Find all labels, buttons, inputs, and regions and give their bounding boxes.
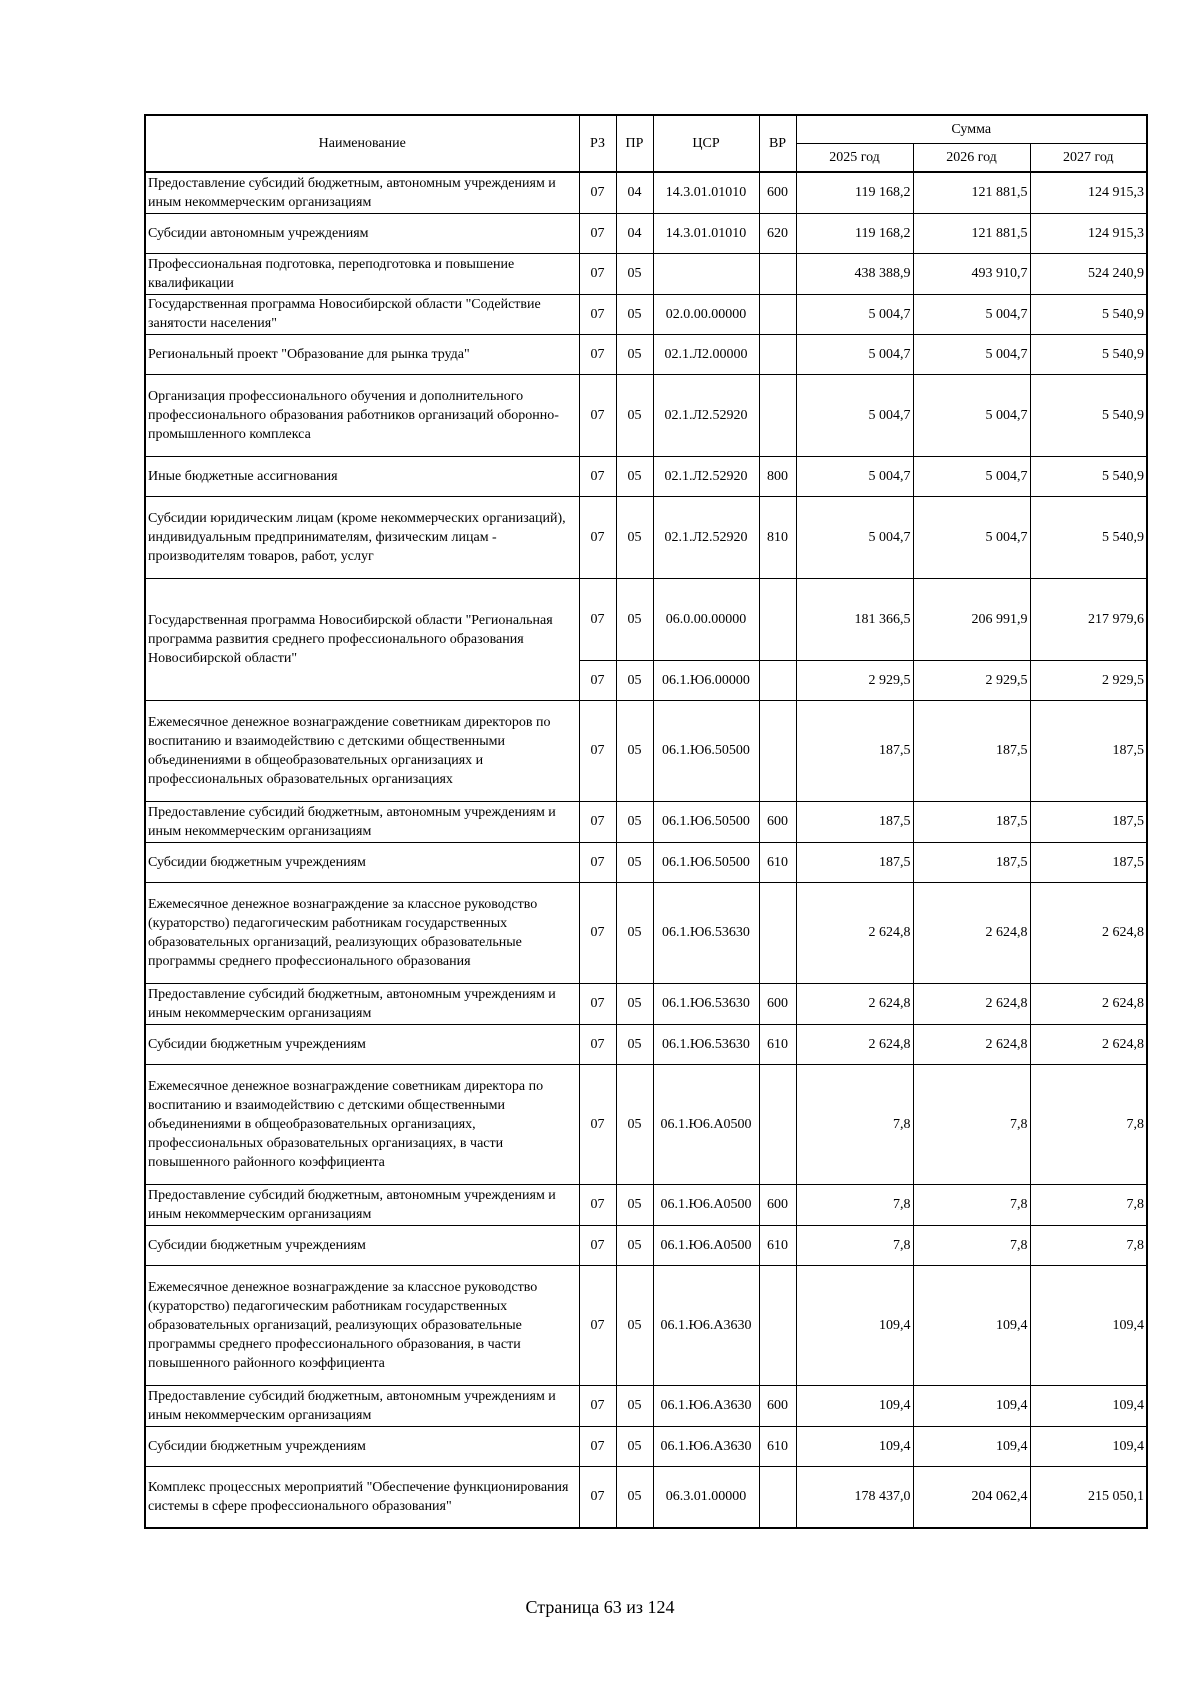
cell-pr: 05 bbox=[616, 253, 653, 294]
cell-rz: 07 bbox=[579, 496, 616, 578]
cell-name: Государственная программа Новосибирской области "Региональная программа развития среднего профессионального образования Новосибирской области" bbox=[145, 578, 579, 700]
cell-vr: 600 bbox=[759, 172, 796, 213]
cell-sum-2026: 2 624,8 bbox=[913, 882, 1030, 983]
cell-name: Субсидии бюджетным учреждениям bbox=[145, 1024, 579, 1064]
cell-sum-2026: 7,8 bbox=[913, 1184, 1030, 1225]
cell-sum-2025: 5 004,7 bbox=[796, 294, 913, 334]
header-pr: ПР bbox=[616, 115, 653, 172]
cell-vr bbox=[759, 1064, 796, 1184]
table-row bbox=[145, 983, 1147, 1024]
cell-sum-2026: 5 004,7 bbox=[913, 334, 1030, 374]
cell-sum-2026: 5 004,7 bbox=[913, 456, 1030, 496]
cell-csr: 06.1.Ю6.53630 bbox=[653, 1024, 759, 1064]
cell-sum-2027: 124 915,3 bbox=[1030, 213, 1147, 253]
cell-sum-2026: 121 881,5 bbox=[913, 213, 1030, 253]
cell-pr: 05 bbox=[616, 294, 653, 334]
cell-name: Ежемесячное денежное вознаграждение за классное руководство (кураторство) педагогическим работникам государственных образовательных организаций, реализующих образовательные программы среднего профессионального образования, в части повышенного районного коэффициента bbox=[145, 1265, 579, 1385]
cell-vr bbox=[759, 253, 796, 294]
cell-csr: 06.1.Ю6.53630 bbox=[653, 983, 759, 1024]
cell-sum-2026: 109,4 bbox=[913, 1385, 1030, 1426]
cell-pr: 05 bbox=[616, 1184, 653, 1225]
cell-sum-2027: 2 624,8 bbox=[1030, 983, 1147, 1024]
cell-sum-2025: 7,8 bbox=[796, 1225, 913, 1265]
cell-sum-2027: 187,5 bbox=[1030, 842, 1147, 882]
budget-table bbox=[144, 114, 1148, 1529]
cell-sum-2027: 109,4 bbox=[1030, 1265, 1147, 1385]
cell-rz: 07 bbox=[579, 1466, 616, 1528]
cell-rz: 07 bbox=[579, 1184, 616, 1225]
table-row bbox=[145, 1064, 1147, 1184]
cell-name: Субсидии юридическим лицам (кроме некоммерческих организаций), индивидуальным предпринимателям, физическим лицам - производителям товаров, работ, услуг bbox=[145, 496, 579, 578]
table-body bbox=[145, 172, 1147, 1528]
cell-name: Профессиональная подготовка, переподготовка и повышение квалификации bbox=[145, 253, 579, 294]
cell-pr: 05 bbox=[616, 1064, 653, 1184]
header-year-2025: 2025 год bbox=[796, 144, 913, 173]
table-row bbox=[145, 172, 1147, 213]
cell-sum-2027: 5 540,9 bbox=[1030, 374, 1147, 456]
cell-sum-2025: 109,4 bbox=[796, 1426, 913, 1466]
cell-sum-2027: 7,8 bbox=[1030, 1064, 1147, 1184]
cell-sum-2027: 2 624,8 bbox=[1030, 882, 1147, 983]
table-row bbox=[145, 213, 1147, 253]
cell-name: Предоставление субсидий бюджетным, автономным учреждениям и иным некоммерческим организациям bbox=[145, 983, 579, 1024]
cell-pr: 05 bbox=[616, 700, 653, 801]
cell-sum-2027: 5 540,9 bbox=[1030, 294, 1147, 334]
cell-csr: 02.1.Л2.52920 bbox=[653, 374, 759, 456]
cell-pr: 05 bbox=[616, 496, 653, 578]
cell-rz: 07 bbox=[579, 660, 616, 700]
cell-sum-2026: 109,4 bbox=[913, 1265, 1030, 1385]
cell-rz: 07 bbox=[579, 334, 616, 374]
cell-csr: 06.1.Ю6.53630 bbox=[653, 882, 759, 983]
cell-sum-2026: 187,5 bbox=[913, 801, 1030, 842]
cell-sum-2027: 2 624,8 bbox=[1030, 1024, 1147, 1064]
cell-sum-2027: 187,5 bbox=[1030, 801, 1147, 842]
cell-sum-2027: 109,4 bbox=[1030, 1385, 1147, 1426]
header-name: Наименование bbox=[145, 115, 579, 172]
cell-rz: 07 bbox=[579, 700, 616, 801]
cell-name: Субсидии автономным учреждениям bbox=[145, 213, 579, 253]
cell-sum-2025: 181 366,5 bbox=[796, 578, 913, 660]
cell-name: Организация профессионального обучения и дополнительного профессионального образования работников организаций оборонно-промышленного комплекса bbox=[145, 374, 579, 456]
cell-name: Субсидии бюджетным учреждениям bbox=[145, 1225, 579, 1265]
cell-sum-2025: 2 624,8 bbox=[796, 983, 913, 1024]
cell-sum-2026: 2 929,5 bbox=[913, 660, 1030, 700]
cell-pr: 05 bbox=[616, 801, 653, 842]
header-csr: ЦСР bbox=[653, 115, 759, 172]
cell-sum-2027: 215 050,1 bbox=[1030, 1466, 1147, 1528]
cell-rz: 07 bbox=[579, 842, 616, 882]
cell-sum-2025: 187,5 bbox=[796, 842, 913, 882]
cell-sum-2025: 5 004,7 bbox=[796, 496, 913, 578]
cell-csr: 06.1.Ю6.00000 bbox=[653, 660, 759, 700]
cell-pr: 05 bbox=[616, 1466, 653, 1528]
cell-sum-2025: 109,4 bbox=[796, 1265, 913, 1385]
cell-csr: 02.0.00.00000 bbox=[653, 294, 759, 334]
table-row bbox=[145, 1225, 1147, 1265]
cell-csr: 06.1.Ю6.50500 bbox=[653, 801, 759, 842]
cell-vr: 600 bbox=[759, 801, 796, 842]
cell-sum-2025: 5 004,7 bbox=[796, 456, 913, 496]
cell-rz: 07 bbox=[579, 456, 616, 496]
cell-vr: 610 bbox=[759, 842, 796, 882]
cell-vr bbox=[759, 1466, 796, 1528]
cell-sum-2026: 109,4 bbox=[913, 1426, 1030, 1466]
cell-pr: 05 bbox=[616, 842, 653, 882]
cell-csr: 06.1.Ю6.А0500 bbox=[653, 1064, 759, 1184]
cell-name: Предоставление субсидий бюджетным, автономным учреждениям и иным некоммерческим организациям bbox=[145, 1184, 579, 1225]
cell-vr: 600 bbox=[759, 1385, 796, 1426]
cell-rz: 07 bbox=[579, 1265, 616, 1385]
cell-name: Предоставление субсидий бюджетным, автономным учреждениям и иным некоммерческим организациям bbox=[145, 1385, 579, 1426]
cell-csr: 06.1.Ю6.50500 bbox=[653, 700, 759, 801]
table-row bbox=[145, 374, 1147, 456]
cell-csr: 14.3.01.01010 bbox=[653, 213, 759, 253]
cell-name: Комплекс процессных мероприятий "Обеспечение функционирования системы в сфере профессионального образования" bbox=[145, 1466, 579, 1528]
table-header bbox=[145, 115, 1147, 172]
cell-csr: 02.1.Л2.52920 bbox=[653, 496, 759, 578]
cell-vr bbox=[759, 334, 796, 374]
cell-vr: 810 bbox=[759, 496, 796, 578]
cell-sum-2025: 178 437,0 bbox=[796, 1466, 913, 1528]
cell-rz: 07 bbox=[579, 801, 616, 842]
cell-sum-2026: 204 062,4 bbox=[913, 1466, 1030, 1528]
cell-sum-2026: 187,5 bbox=[913, 700, 1030, 801]
cell-rz: 07 bbox=[579, 1225, 616, 1265]
cell-sum-2027: 7,8 bbox=[1030, 1225, 1147, 1265]
table-row bbox=[145, 1024, 1147, 1064]
cell-pr: 05 bbox=[616, 1225, 653, 1265]
cell-sum-2025: 5 004,7 bbox=[796, 334, 913, 374]
cell-sum-2026: 206 991,9 bbox=[913, 578, 1030, 660]
cell-sum-2027: 2 929,5 bbox=[1030, 660, 1147, 700]
cell-sum-2027: 109,4 bbox=[1030, 1426, 1147, 1466]
cell-sum-2027: 187,5 bbox=[1030, 700, 1147, 801]
cell-sum-2025: 119 168,2 bbox=[796, 213, 913, 253]
table-row bbox=[145, 578, 1147, 660]
cell-csr: 06.1.Ю6.А0500 bbox=[653, 1225, 759, 1265]
cell-pr: 04 bbox=[616, 213, 653, 253]
cell-vr: 610 bbox=[759, 1225, 796, 1265]
cell-rz: 07 bbox=[579, 983, 616, 1024]
cell-name: Предоставление субсидий бюджетным, автономным учреждениям и иным некоммерческим организациям bbox=[145, 172, 579, 213]
cell-pr: 04 bbox=[616, 172, 653, 213]
cell-csr: 06.0.00.00000 bbox=[653, 578, 759, 660]
cell-sum-2025: 187,5 bbox=[796, 700, 913, 801]
cell-rz: 07 bbox=[579, 374, 616, 456]
cell-vr: 620 bbox=[759, 213, 796, 253]
table-row bbox=[145, 456, 1147, 496]
cell-sum-2026: 2 624,8 bbox=[913, 983, 1030, 1024]
cell-sum-2027: 124 915,3 bbox=[1030, 172, 1147, 213]
cell-sum-2025: 2 929,5 bbox=[796, 660, 913, 700]
cell-sum-2026: 7,8 bbox=[913, 1064, 1030, 1184]
cell-sum-2026: 5 004,7 bbox=[913, 294, 1030, 334]
cell-sum-2026: 2 624,8 bbox=[913, 1024, 1030, 1064]
cell-pr: 05 bbox=[616, 1426, 653, 1466]
cell-vr: 800 bbox=[759, 456, 796, 496]
cell-sum-2025: 438 388,9 bbox=[796, 253, 913, 294]
cell-sum-2025: 5 004,7 bbox=[796, 374, 913, 456]
cell-pr: 05 bbox=[616, 983, 653, 1024]
cell-sum-2027: 524 240,9 bbox=[1030, 253, 1147, 294]
cell-vr bbox=[759, 882, 796, 983]
cell-csr: 06.1.Ю6.А0500 bbox=[653, 1184, 759, 1225]
cell-sum-2027: 5 540,9 bbox=[1030, 456, 1147, 496]
cell-csr: 14.3.01.01010 bbox=[653, 172, 759, 213]
table-row bbox=[145, 1426, 1147, 1466]
cell-vr bbox=[759, 374, 796, 456]
cell-sum-2027: 5 540,9 bbox=[1030, 496, 1147, 578]
table-row bbox=[145, 294, 1147, 334]
cell-name: Ежемесячное денежное вознаграждение советникам директоров по воспитанию и взаимодействию с детскими общественными объединениями в общеобразовательных организациях и профессиональных образовательных организациях bbox=[145, 700, 579, 801]
cell-rz: 07 bbox=[579, 578, 616, 660]
cell-vr: 600 bbox=[759, 1184, 796, 1225]
cell-csr: 06.1.Ю6.А3630 bbox=[653, 1385, 759, 1426]
table-row bbox=[145, 1265, 1147, 1385]
cell-pr: 05 bbox=[616, 1024, 653, 1064]
table-row bbox=[145, 496, 1147, 578]
cell-csr: 02.1.Л2.00000 bbox=[653, 334, 759, 374]
cell-sum-2026: 121 881,5 bbox=[913, 172, 1030, 213]
header-sum: Сумма bbox=[796, 115, 1147, 144]
cell-name: Региональный проект "Образование для рынка труда" bbox=[145, 334, 579, 374]
cell-name: Государственная программа Новосибирской области "Содействие занятости населения" bbox=[145, 294, 579, 334]
cell-pr: 05 bbox=[616, 882, 653, 983]
cell-vr bbox=[759, 660, 796, 700]
cell-csr: 06.1.Ю6.А3630 bbox=[653, 1265, 759, 1385]
cell-name: Ежемесячное денежное вознаграждение за классное руководство (кураторство) педагогическим работникам государственных образовательных организаций, реализующих образовательные программы среднего профессионального образования bbox=[145, 882, 579, 983]
cell-rz: 07 bbox=[579, 213, 616, 253]
cell-sum-2025: 187,5 bbox=[796, 801, 913, 842]
cell-rz: 07 bbox=[579, 882, 616, 983]
cell-vr bbox=[759, 294, 796, 334]
cell-rz: 07 bbox=[579, 1385, 616, 1426]
cell-csr: 06.1.Ю6.А3630 bbox=[653, 1426, 759, 1466]
header-vr: ВР bbox=[759, 115, 796, 172]
cell-rz: 07 bbox=[579, 253, 616, 294]
cell-sum-2025: 7,8 bbox=[796, 1184, 913, 1225]
cell-sum-2026: 7,8 bbox=[913, 1225, 1030, 1265]
cell-name: Ежемесячное денежное вознаграждение советникам директора по воспитанию и взаимодействию с детскими общественными объединениями в общеобразовательных организациях, профессиональных образовательных организациях, в части повышенного районного коэффициента bbox=[145, 1064, 579, 1184]
cell-pr: 05 bbox=[616, 1265, 653, 1385]
cell-rz: 07 bbox=[579, 172, 616, 213]
cell-csr: 06.3.01.00000 bbox=[653, 1466, 759, 1528]
cell-vr bbox=[759, 1265, 796, 1385]
cell-sum-2025: 7,8 bbox=[796, 1064, 913, 1184]
cell-sum-2025: 119 168,2 bbox=[796, 172, 913, 213]
header-year-2026: 2026 год bbox=[913, 144, 1030, 173]
cell-sum-2026: 187,5 bbox=[913, 842, 1030, 882]
table-row bbox=[145, 1385, 1147, 1426]
cell-vr: 610 bbox=[759, 1024, 796, 1064]
cell-vr: 600 bbox=[759, 983, 796, 1024]
cell-pr: 05 bbox=[616, 1385, 653, 1426]
cell-csr: 06.1.Ю6.50500 bbox=[653, 842, 759, 882]
cell-sum-2026: 5 004,7 bbox=[913, 374, 1030, 456]
table-row bbox=[145, 1184, 1147, 1225]
table-row bbox=[145, 842, 1147, 882]
cell-pr: 05 bbox=[616, 456, 653, 496]
cell-sum-2026: 493 910,7 bbox=[913, 253, 1030, 294]
header-rz: РЗ bbox=[579, 115, 616, 172]
table-row bbox=[145, 1466, 1147, 1528]
cell-sum-2027: 217 979,6 bbox=[1030, 578, 1147, 660]
cell-csr: 02.1.Л2.52920 bbox=[653, 456, 759, 496]
cell-name: Субсидии бюджетным учреждениям bbox=[145, 1426, 579, 1466]
cell-pr: 05 bbox=[616, 660, 653, 700]
cell-pr: 05 bbox=[616, 374, 653, 456]
cell-vr bbox=[759, 700, 796, 801]
cell-sum-2025: 2 624,8 bbox=[796, 1024, 913, 1064]
cell-csr bbox=[653, 253, 759, 294]
cell-name: Иные бюджетные ассигнования bbox=[145, 456, 579, 496]
cell-pr: 05 bbox=[616, 578, 653, 660]
header-year-2027: 2027 год bbox=[1030, 144, 1147, 173]
cell-sum-2026: 5 004,7 bbox=[913, 496, 1030, 578]
cell-sum-2027: 5 540,9 bbox=[1030, 334, 1147, 374]
table-row bbox=[145, 801, 1147, 842]
cell-name: Субсидии бюджетным учреждениям bbox=[145, 842, 579, 882]
cell-vr bbox=[759, 578, 796, 660]
cell-rz: 07 bbox=[579, 1426, 616, 1466]
cell-rz: 07 bbox=[579, 294, 616, 334]
table-row bbox=[145, 253, 1147, 294]
cell-pr: 05 bbox=[616, 334, 653, 374]
table-row bbox=[145, 882, 1147, 983]
table-row bbox=[145, 334, 1147, 374]
cell-rz: 07 bbox=[579, 1064, 616, 1184]
cell-sum-2027: 7,8 bbox=[1030, 1184, 1147, 1225]
cell-name: Предоставление субсидий бюджетным, автономным учреждениям и иным некоммерческим организациям bbox=[145, 801, 579, 842]
table-row bbox=[145, 700, 1147, 801]
page-number: Страница 63 из 124 bbox=[525, 1597, 675, 1617]
cell-sum-2025: 2 624,8 bbox=[796, 882, 913, 983]
cell-rz: 07 bbox=[579, 1024, 616, 1064]
cell-sum-2025: 109,4 bbox=[796, 1385, 913, 1426]
cell-vr: 610 bbox=[759, 1426, 796, 1466]
